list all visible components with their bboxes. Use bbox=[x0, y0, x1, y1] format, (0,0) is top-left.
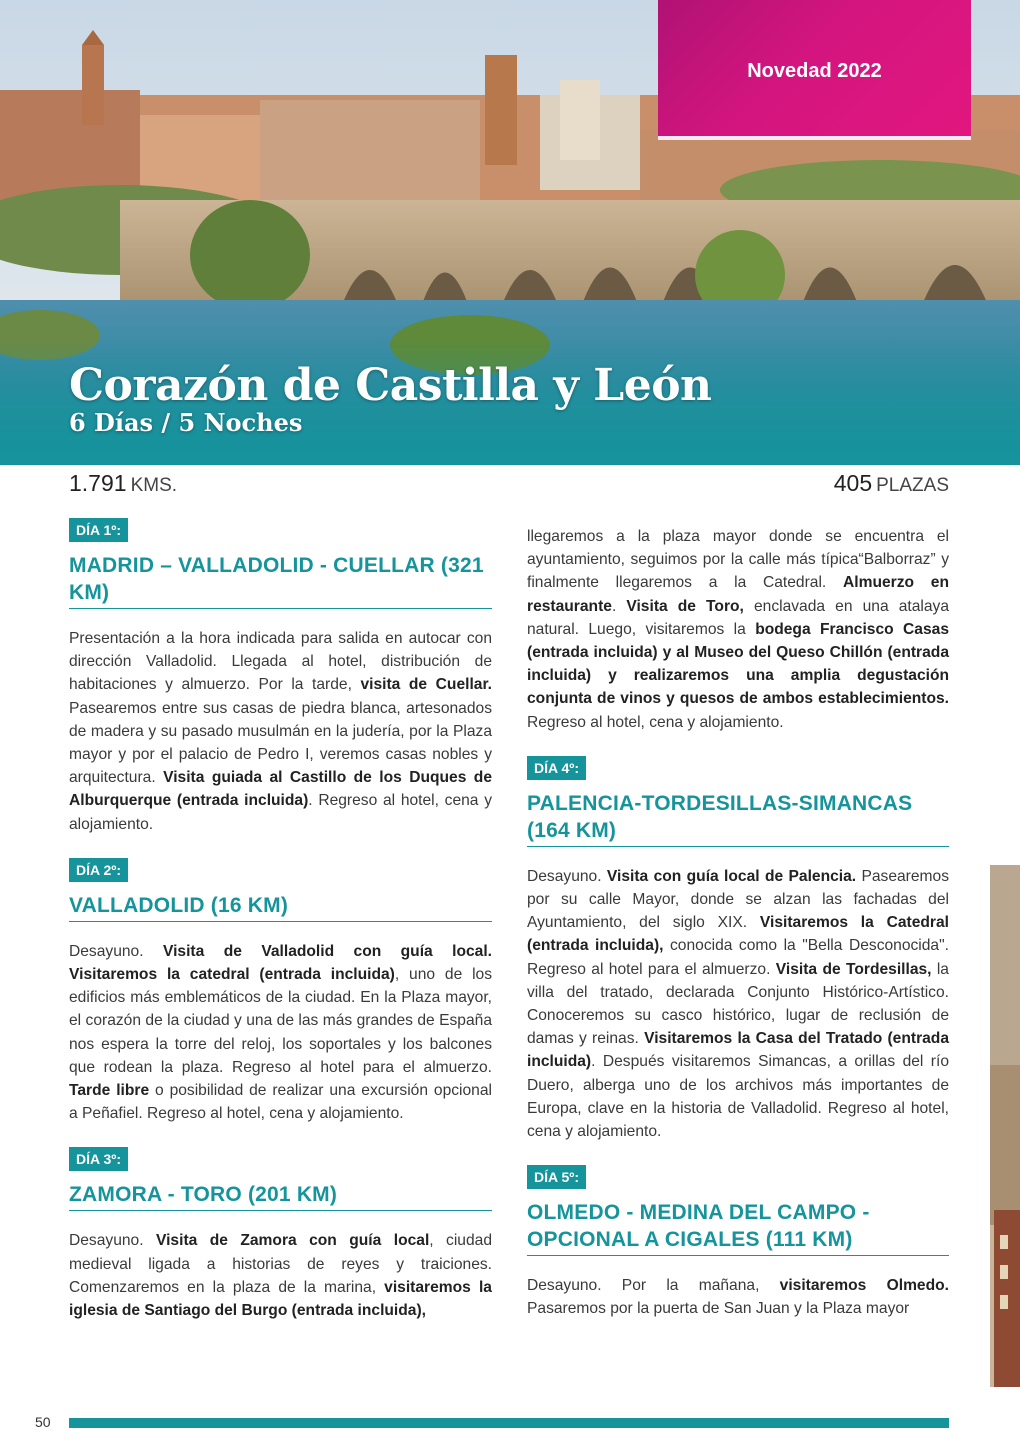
body-text: Desayuno. Por la mañana, bbox=[527, 1277, 780, 1295]
day-block bbox=[527, 756, 949, 1143]
distance-value: 1.791 bbox=[69, 470, 127, 496]
day-title: VALLADOLID (16 KM) bbox=[69, 892, 492, 922]
day-title: OLMEDO - MEDINA DEL CAMPO -OPCIONAL A CIGALES (111 KM) bbox=[527, 1199, 949, 1256]
left-column bbox=[69, 518, 492, 1344]
highlight-text: Visita guiada al Castillo de los Duques de Alburquerque (entrada incluida) bbox=[69, 769, 492, 810]
highlight-text: visitaremos Olmedo. bbox=[779, 1277, 949, 1295]
body-text: Pasearemos por su calle Mayor, donde se alzan las fachadas del Ayuntamiento, del siglo XIX. bbox=[527, 867, 949, 932]
day-tag: DÍA 1º: bbox=[69, 518, 128, 542]
body-text: Desayuno. bbox=[69, 1232, 156, 1250]
highlight-text: Visita de Tordesillas, bbox=[775, 960, 932, 978]
seats-stat bbox=[834, 470, 949, 497]
day-description-continued bbox=[527, 525, 949, 734]
highlight-text: Visitaremos la Casa del Tratado (entrada incluida) bbox=[527, 1030, 950, 1071]
distance-stat bbox=[69, 470, 177, 497]
novelty-badge bbox=[658, 0, 971, 140]
day-tag: DÍA 4º: bbox=[527, 756, 586, 780]
page-subtitle: 6 Días / 5 Noches bbox=[69, 408, 303, 437]
highlight-text: Visita de Toro, bbox=[626, 597, 744, 615]
body-text: , uno de los edificios más emblemáticos de la ciudad. En la Plaza mayor, el corazón de la ciudad y una de las más grandes de España nos espera la torre del reloj, los soportales y los balcones que rodean la plaza. Regreso al hotel para el almuerzo. bbox=[69, 966, 492, 1076]
day-tag: DÍA 2º: bbox=[69, 858, 128, 882]
day-title: ZAMORA - TORO (201 KM) bbox=[69, 1181, 492, 1211]
day-tag: DÍA 3º: bbox=[69, 1147, 128, 1171]
body-text: Regreso al hotel, cena y alojamiento. bbox=[527, 713, 784, 731]
distance-unit: KMS. bbox=[130, 475, 178, 496]
right-column bbox=[527, 525, 949, 1343]
body-text: Presentación a la hora indicada para salida en autocar con dirección Valladolid. Llegada al hotel, distribución de habitaciones y almuerzo. Por la tarde, bbox=[69, 630, 492, 694]
novelty-badge-label: Novedad 2022 bbox=[747, 60, 882, 82]
body-text: . Regreso al hotel, cena y alojamiento. bbox=[69, 792, 492, 833]
day-block bbox=[69, 1147, 492, 1322]
next-page-photo-edge bbox=[990, 865, 1020, 1387]
day-title: MADRID – VALLADOLID - CUELLAR (321 KM) bbox=[69, 552, 492, 609]
seats-unit: PLAZAS bbox=[876, 475, 949, 496]
body-text: Pasaremos por la puerta de San Juan y la Plaza mayor bbox=[527, 1300, 910, 1318]
body-text: . Después visitaremos Simancas, a orillas del río Duero, alberga uno de los archivos más importantes de Europa, clave en la historia de Valladolid. Regreso al hotel, cena y alojamiento. bbox=[527, 1053, 949, 1141]
footer-accent-bar bbox=[69, 1418, 949, 1428]
highlight-text: Visita de Valladolid con guía local. Visitaremos la catedral (entrada incluida) bbox=[69, 942, 492, 984]
body-text: la villa del tratado, declarada Conjunto Histórico-Artístico. Conoceremos su casco histórico, lugar de reclusión de damas y reinas. bbox=[527, 960, 949, 1048]
body-text: o posibilidad de realizar una excursión opcional a Peñafiel. Regreso al hotel, cena y alojamiento. bbox=[69, 1082, 492, 1123]
highlight-text: Visita de Zamora con guía local bbox=[155, 1232, 430, 1250]
day-description bbox=[69, 940, 492, 1126]
body-text: Desayuno. bbox=[527, 867, 607, 885]
day-description bbox=[69, 1229, 492, 1322]
day-description bbox=[527, 865, 949, 1143]
body-text: , ciudad medieval ligada a historias de reyes y traiciones. Comenzaremos en la plaza de la marina, bbox=[69, 1232, 492, 1296]
body-text: enclavada en una atalaya natural. Luego, visitaremos la bbox=[527, 597, 949, 638]
day-block bbox=[69, 858, 492, 1126]
highlight-text: visitaremos la iglesia de Santiago del Burgo (entrada incluida), bbox=[69, 1278, 492, 1320]
highlight-text: Visitaremos la Catedral (entrada incluida), bbox=[527, 914, 949, 955]
highlight-text: Almuerzo en restaurante bbox=[527, 574, 950, 615]
body-text: Desayuno. bbox=[69, 942, 163, 960]
highlight-text: visita de Cuellar. bbox=[360, 676, 492, 694]
day-block bbox=[527, 1165, 949, 1320]
body-text: conocida como la "Bella Desconocida". Regreso al hotel para el almuerzo. bbox=[527, 937, 949, 978]
day-description bbox=[527, 1274, 949, 1320]
body-text: llegaremos a la plaza mayor donde se encuentra el ayuntamiento, seguimos por la calle más típica“Balborraz” y finalmente llegaremos a la Catedral. bbox=[527, 528, 949, 592]
day-block-continued bbox=[527, 525, 949, 734]
day-tag: DÍA 5º: bbox=[527, 1165, 586, 1189]
highlight-text: Visita con guía local de Palencia. bbox=[606, 867, 857, 885]
day-description bbox=[69, 627, 492, 836]
day-block bbox=[69, 518, 492, 836]
highlight-text: bodega Francisco Casas (entrada incluida) y al Museo del Queso Chillón (entrada incluida) y realizaremos una amplia degustación conjunta de vinos y quesos de ambos establecimientos. bbox=[527, 620, 949, 708]
page-title: Corazón de Castilla y León bbox=[69, 360, 712, 411]
body-text: Pasearemos entre sus casas de piedra blanca, artesonados de madera y su pasado musulmán en la judería, por la Plaza mayor y por el palacio de Pedro I, veremos casas nobles y arquitectura. bbox=[69, 699, 492, 787]
page-number: 50 bbox=[35, 1414, 51, 1430]
day-title: PALENCIA-TORDESILLAS-SIMANCAS (164 KM) bbox=[527, 790, 949, 847]
body-text: . bbox=[611, 597, 627, 615]
seats-value: 405 bbox=[833, 470, 873, 496]
highlight-text: Tarde libre bbox=[69, 1082, 150, 1100]
